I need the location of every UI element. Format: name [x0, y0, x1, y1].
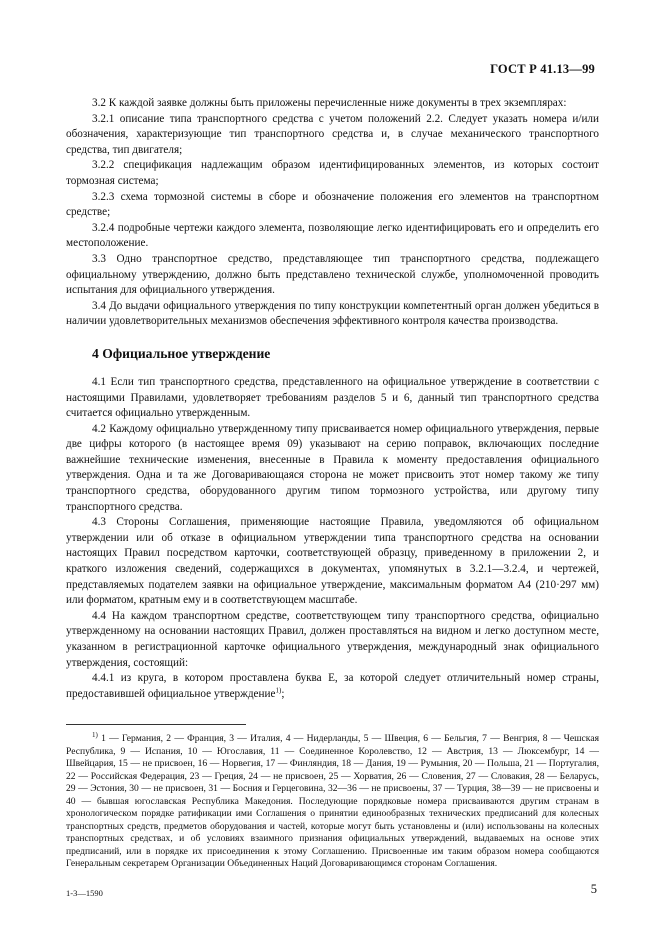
paragraph-4-2: 4.2 Каждому официально утвержденному типу присваивается номер официального утверждения, первые две цифры которого (в настоящее время 09) указывают на серию поправок, включающих последние важнейшие технические изменения, внесенные в Правила к моменту предоставления официального утверждения. Одна и та же Договаривающаяся сторона не может присвоить этот номер такому же типу транспортного средства, оборудованного другим типом тормозного устройства, или другому типу транспортного средства. — [66, 422, 599, 513]
footnote-reference[interactable]: 1) — [275, 686, 282, 695]
print-code: 1-3—1590 — [66, 888, 103, 898]
paragraph-3-2-1: 3.2.1 описание типа транспортного средства с учетом положений 2.2. Следует указать номера и/или обозначения, характеризующие тип транспортного средства и, в случае механического транспортного средства, тип двигателя; — [66, 112, 599, 156]
paragraph-4-3: 4.3 Стороны Соглашения, применяющие настоящие Правила, уведомляются об официальном утверждении или об отказе в официальном утверждении типа транспортного средства на основании настоящих Правил посредством карточки, соответствующей образцу, приведенному в приложении 2, и краткого изложения сведений, содержащихся в документах, упомянутых в 3.2.1—3.2.4, и чертежей, представляемых подателем заявки на официальное утверждение, максимальным форматом А4 (210·297 мм) или форматом, кратным ему и в соответствующем масштабе. — [66, 516, 599, 607]
footnote — [66, 733, 599, 871]
paragraph-3-2-4: 3.2.4 подробные чертежи каждого элемента, позволяющие легко идентифицировать его и определить его местоположение. — [66, 221, 599, 250]
page-content — [66, 96, 599, 871]
paragraph-4-4-1-text: 4.4.1 из круга, в котором проставлена буква Е, за которой следует отличительный номер страны, предоставившей официальное утверждение — [66, 672, 599, 700]
paragraph-3-4: 3.4 До выдачи официального утверждения по типу конструкции компетентный орган должен убедиться в наличии удовлетворительных механизмов обеспечения эффективного контроля качества производства. — [66, 299, 599, 328]
page-number: 5 — [590, 882, 597, 896]
paragraph-3-2: 3.2 К каждой заявке должны быть приложены перечисленные ниже документы в трех экземплярах: — [92, 97, 567, 109]
paragraph-4-4-1-suffix: ; — [281, 687, 285, 700]
paragraph-3-3: 3.3 Одно транспортное средство, представляющее тип транспортного средства, подлежащего официальному утверждению, должно быть представлено технической службе, уполномоченной проводить испытания для официального утверждения. — [66, 252, 599, 297]
footnote-text: 1 — Германия, 2 — Франция, 3 — Италия, 4 — Нидерланды, 5 — Швеция, 6 — Бельгия, 7 — Венгрия, 8 — Чешская Республика, 9 — Испания, 10 — Югославия, 11 — Соединенное Королевство, 12 — Австрия, 13 — Люксембург, 14 — Швейцария, 15 — не присвоен, 16 — Норвегия, 17 — Финляндия, 18 — Дания, 19 — Румыния, 20 — Польша, 21 — Португалия, 22 — Российская Федерация, 23 — Греция, 24 — не присвоен, 25 — Хорватия, 26 — Словения, 27 — Словакия, 28 — Беларусь, 29 — Эстония, 30 — не присвоен, 31 — Босния и Герцеговина, 32—36 — не присвоены, 37 — Турция, 38—39 — не присвоены и 40 — бывшая югославская Республика Македония. Последующие порядковые номера присваиваются другим странам в хронологическом порядке ратификации ими Соглашения о принятии единообразных технических предписаний для колесных транспортных средств, предметов оборудования и частей, которые могут быть установлены и (или) использованы на колесных транспортных средствах, и об условиях взаимного признания официальных утверждений, выдаваемых на основе этих предписаний, или в порядке их присоединения к этому Соглашению. Присвоенные им таким образом номера сообщаются Генеральным секретарем Организации Объединенных Наций Договаривающимся сторонам Соглашения. — [66, 733, 599, 870]
paragraph-3-2-3: 3.2.3 схема тормозной системы в сборе и обозначение положения его элементов на транспортном средстве; — [66, 190, 599, 219]
paragraph-4-1: 4.1 Если тип транспортного средства, представленного на официальное утверждение в соответствии с настоящими Правилами, удовлетворяет требованиям разделов 5 и 6, данный тип транспортного средства считается официально утвержденным. — [66, 375, 599, 420]
document-code: ГОСТ Р 41.13—99 — [490, 62, 595, 76]
paragraph-4-4-1 — [66, 671, 599, 702]
footnote-marker: 1) — [92, 731, 98, 740]
section-title: 4 Официальное утверждение — [92, 345, 271, 361]
paragraph-3-2-2: 3.2.2 спецификация надлежащим образом идентифицированных элементов, из которых состоит тормозная система; — [66, 159, 599, 187]
footnote-divider — [66, 724, 246, 725]
paragraph-4-4: 4.4 На каждом транспортном средстве, соответствующем типу транспортного средства, официально утвержденному на основании настоящих Правил, должен проставляться на видном и легко доступном месте, указанном в регистрационной карточке официального утверждения, международный знак официального утверждения, состоящий: — [66, 609, 599, 669]
